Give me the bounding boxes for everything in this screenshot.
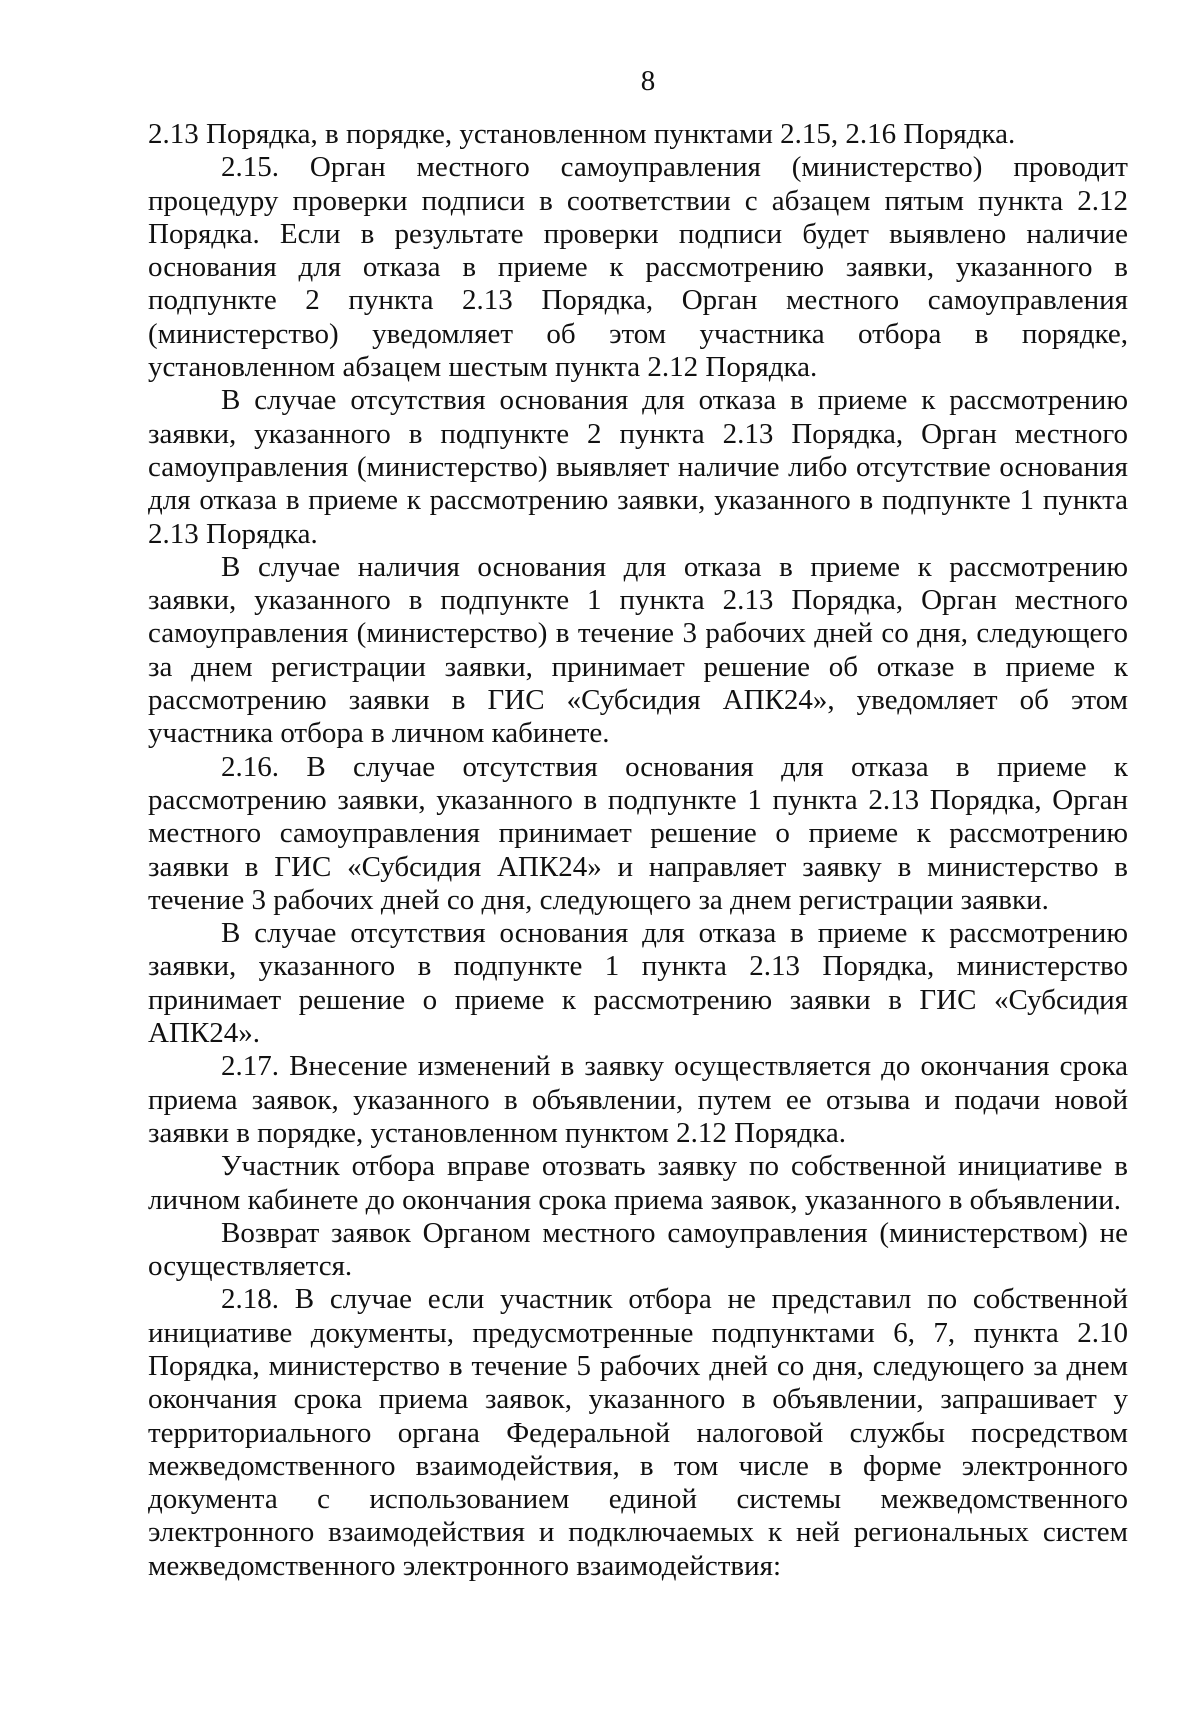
paragraph-2-18: 2.18. В случае если участник отбора не представил по собственной инициативе документы, предусмотренные подпунктами 6, 7, пункта 2.10 Порядка, министерство в течение 5 рабочих дней со дня, следующего за днем окончания срока приема заявок, указанного в объявлении, запрашивает у территориального органа Федеральной налоговой службы посредством межведомственного взаимодействия, в том числе в форме электронного документа с использованием единой системы межведомственного электронного взаимодействия и подключаемых к ней региональных систем межведомственного электронного взаимодействия: — [148, 1283, 1128, 1582]
paragraph-2-15-presence: В случае наличия основания для отказа в приеме к рассмотрению заявки, указанного в подпункте 1 пункта 2.13 Порядка, Орган местного самоуправления (министерство) в течение 3 рабочих дней со дня, следующего за днем регистрации заявки, принимает решение об отказе в приеме к рассмотрению заявки в ГИС «Субсидия АПК24», уведомляет об этом участника отбора в личном кабинете. — [148, 550, 1128, 750]
paragraph-2-16-ministry: В случае отсутствия основания для отказа в приеме к рассмотрению заявки, указанного в подпункте 1 пункта 2.13 Порядка, министерство принимает решение о приеме к рассмотрению заявки в ГИС «Субсидия АПК24». — [148, 917, 1128, 1050]
paragraph-2-15: 2.15. Орган местного самоуправления (министерство) проводит процедуру проверки подписи в соответствии с абзацем пятым пункта 2.12 Порядка. Если в результате проверки подписи будет выявлено наличие основания для отказа в приеме к рассмотрению заявки, указанного в подпункте 2 пункта 2.13 Порядка, Орган местного самоуправления (министерство) уведомляет об этом участника отбора в порядке, установленном абзацем шестым пункта 2.12 Порядка. — [148, 151, 1128, 384]
paragraph-continuation-2-13: 2.13 Порядка, в порядке, установленном пунктами 2.15, 2.16 Порядка. — [148, 118, 1016, 150]
document-page — [148, 64, 1128, 1583]
paragraph-2-16: 2.16. В случае отсутствия основания для отказа в приеме к рассмотрению заявки, указанного в подпункте 1 пункта 2.13 Порядка, Орган местного самоуправления принимает решение о приеме к рассмотрению заявки в ГИС «Субсидия АПК24» и направляет заявку в министерство в течение 3 рабочих дней со дня, следующего за днем регистрации заявки. — [148, 750, 1128, 916]
paragraph-2-17-withdrawal: Участник отбора вправе отозвать заявку по собственной инициативе в личном кабинете до окончания срока приема заявок, указанного в объявлении. — [148, 1150, 1128, 1216]
paragraph-2-17-return: Возврат заявок Органом местного самоуправления (министерством) не осуществляется. — [148, 1216, 1128, 1283]
page-number: 8 — [640, 65, 656, 97]
paragraph-2-15-absence: В случае отсутствия основания для отказа в приеме к рассмотрению заявки, указанного в подпункте 2 пункта 2.13 Порядка, Орган местного самоуправления (министерство) выявляет наличие либо отсутствие основания для отказа в приеме к рассмотрению заявки, указанного в подпункте 1 пункта 2.13 Порядка. — [148, 384, 1128, 550]
paragraph-2-17: 2.17. Внесение изменений в заявку осуществляется до окончания срока приема заявок, указанного в объявлении, путем ее отзыва и подачи новой заявки в порядке, установленном пунктом 2.12 Порядка. — [148, 1050, 1128, 1149]
